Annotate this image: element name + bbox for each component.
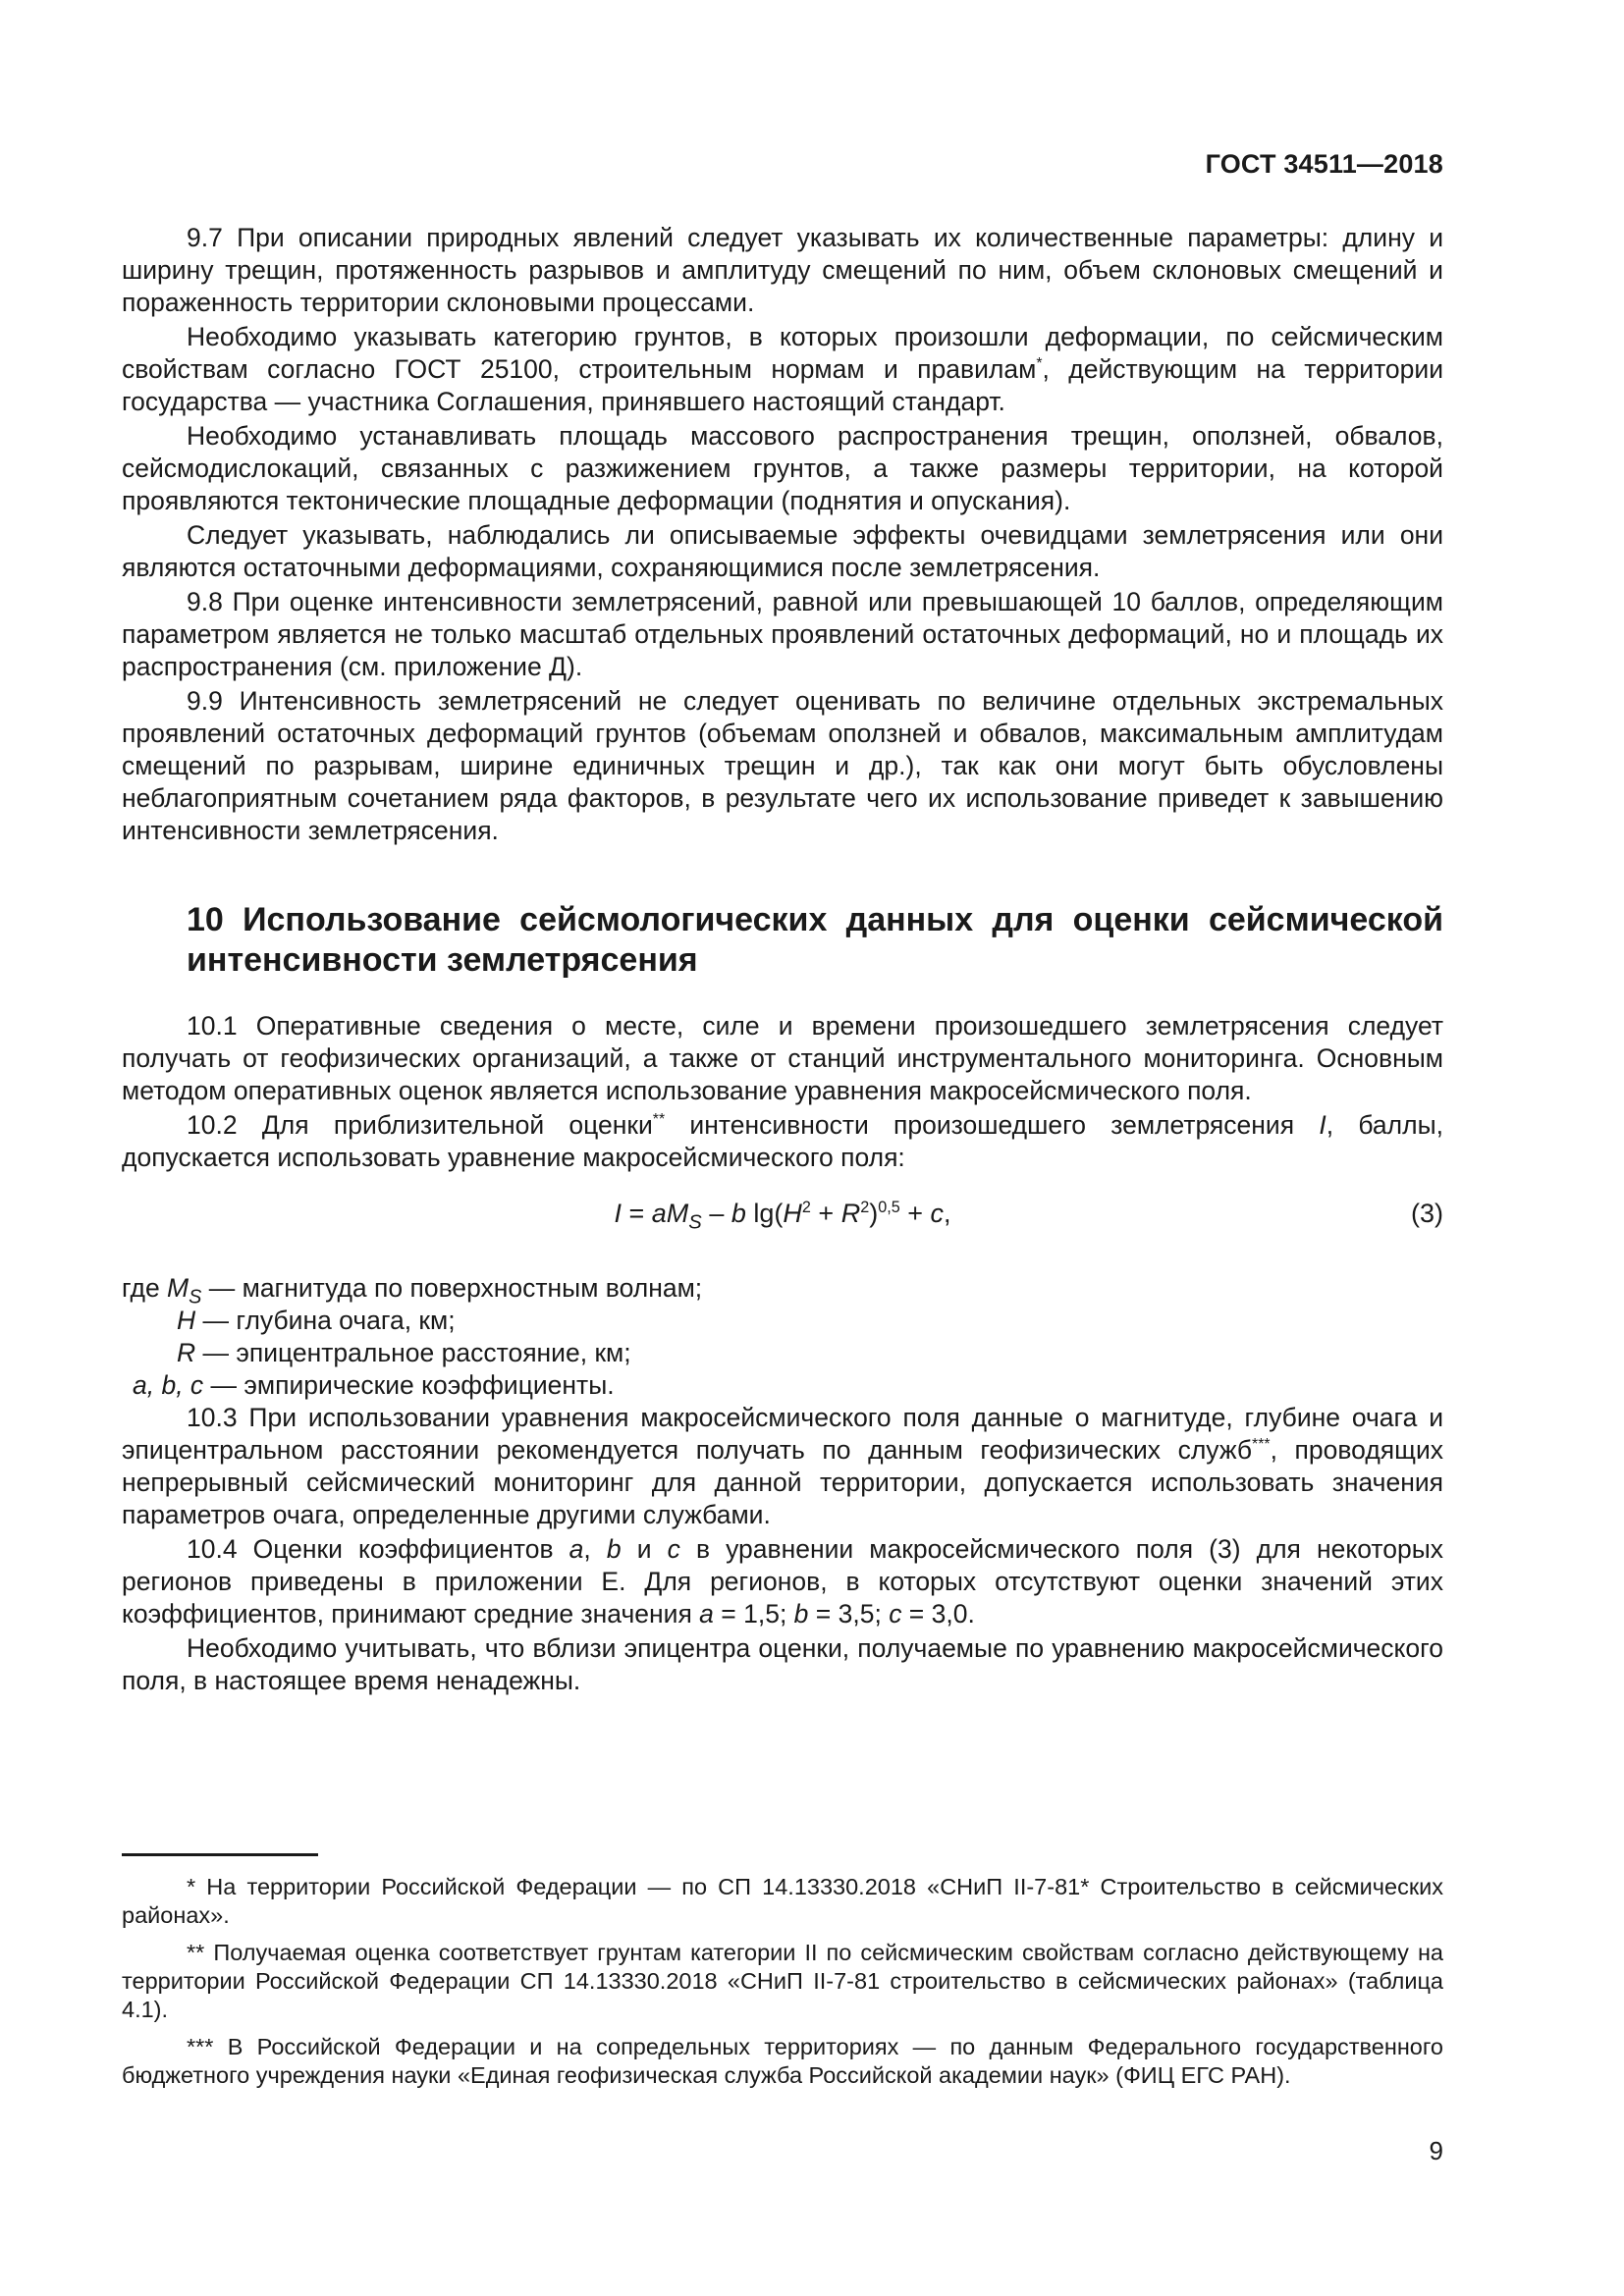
paragraph-10-3: 10.3 При использовании уравнения макросейсмического поля данные о магнитуде, глубине очага и эпицентральном расстоянии рекомендуется получать по данным геофизических служб***, проводящих непрерывный сейсмический мониторинг для данной территории, допускается использовать значения параметров очага, определенные другими службами. xyxy=(122,1403,1443,1529)
formula-3 xyxy=(122,1190,1443,1249)
document-header: ГОСТ 34511—2018 xyxy=(1205,149,1443,179)
definition-h: H — глубина очага, км; xyxy=(177,1306,456,1335)
paragraph-epicenter: Необходимо учитывать, что вблизи эпицентра оценки, получаемые по уравнению макросейсмического поля, в настоящее время ненадежны. xyxy=(122,1633,1443,1695)
footnote-1: * На территории Российской Федерации — по СП 14.13330.2018 «СНиП II-7-81* Строительство в сейсмических районах». xyxy=(122,1874,1443,1928)
paragraph-9-9: 9.9 Интенсивность землетрясений не следует оценивать по величине отдельных экстремальных проявлений остаточных деформаций грунтов (объемам оползней и обвалов, максимальным амплитудам смещений по разрывам, ширине единичных трещин и др.), так как они могут быть обусловлены неблагоприятным сочетанием ряда факторов, в результате чего их использование приведет к завышению интенсивности землетрясения. xyxy=(122,686,1443,845)
definition-abc: a, b, c — эмпирические коэффициенты. xyxy=(133,1370,615,1400)
paragraph-crack-area: Необходимо устанавливать площадь массового распространения трещин, оползней, обвалов, сейсмодислокаций, связанных с разжижением грунтов, а также размеры территории, на которой проявляются тектонические площадные деформации (поднятия и опускания). xyxy=(122,421,1443,515)
paragraph-witness: Следует указывать, наблюдались ли описываемые эффекты очевидцами землетрясения или они являются остаточными деформациями, сохраняющимися после землетрясения. xyxy=(122,520,1443,582)
footnote-ref-3[interactable]: *** xyxy=(1252,1436,1271,1454)
paragraph-10-2: 10.2 Для приблизительной оценки** интенсивности произошедшего землетрясения I, баллы, допускается использовать уравнение макросейсмического поля: xyxy=(122,1110,1443,1172)
footnotes xyxy=(122,1873,1443,2099)
paragraph-9-8: 9.8 При оценке интенсивности землетрясений, равной или превышающей 10 баллов, определяющим параметром является не только масштаб отдельных проявлений остаточных деформаций, но и площадь их распространения (см. приложение Д). xyxy=(122,587,1443,681)
paragraph-10-1: 10.1 Оперативные сведения о месте, силе и времени произошедшего землетрясения следует получать от геофизических организаций, а также от станций инструментального мониторинга. Основным методом оперативных оценок является использование уравнения макросейсмического поля. xyxy=(122,1011,1443,1105)
paragraph-9-7: 9.7 При описании природных явлений следует указывать их количественные параметры: длину и ширину трещин, протяженность разрывов и амплитуду смещений по ним, объем склоновых смещений и пораженность территории склоновыми процессами. xyxy=(122,223,1443,317)
footnote-2: ** Получаемая оценка соответствует грунтам категории II по сейсмическим свойствам согласно действующему на территории Российской Федерации СП 14.13330.2018 «СНиП II-7-81 строительство в сейсмических районах» (таблица 4.1). xyxy=(122,1940,1443,2022)
footnote-3: *** В Российской Федерации и на сопредельных территориях — по данным Федерального государственного бюджетного учреждения науки «Единая геофизическая служба Российской академии наук» (ФИЦ ЕГС РАН). xyxy=(122,2034,1443,2088)
definition-r: R — эпицентральное расстояние, км; xyxy=(177,1338,631,1367)
footnote-ref-1[interactable]: * xyxy=(1036,355,1043,373)
paragraph-10-4: 10.4 Оценки коэффициентов a, b и c в уравнении макросейсмического поля (3) для некоторых регионов приведены в приложении Е. Для регионов, в которых отсутствуют оценки значений этих коэффициентов, принимают средние значения a = 1,5; b = 3,5; c = 3,0. xyxy=(122,1534,1443,1629)
page-number: 9 xyxy=(1429,2136,1443,2165)
section-10-title: 10 Использование сейсмологических данных для оценки сейсмической интенсивности землетрясения xyxy=(187,901,1443,979)
formula-expression: $I = aM_S - b$ $\lg(H^2 + R^2)^{0,5} + c$, xyxy=(614,1199,951,1234)
formula-definitions xyxy=(122,1272,1443,1402)
definition-ms: где $M_S$ — магнитуда по поверхностным волнам; xyxy=(122,1273,703,1308)
footnote-divider xyxy=(122,1853,318,1856)
formula-number: (3) xyxy=(1411,1199,1443,1228)
footnote-ref-2[interactable]: ** xyxy=(652,1111,666,1129)
body-text xyxy=(122,222,1443,1699)
paragraph-ground-category: Необходимо указывать категорию грунтов, в которых произошли деформации, по сейсмическим свойствам согласно ГОСТ 25100, строительным нормам и правилам*, действующим на территории государства — участника Соглашения, принявшего настоящий стандарт. xyxy=(122,322,1444,416)
